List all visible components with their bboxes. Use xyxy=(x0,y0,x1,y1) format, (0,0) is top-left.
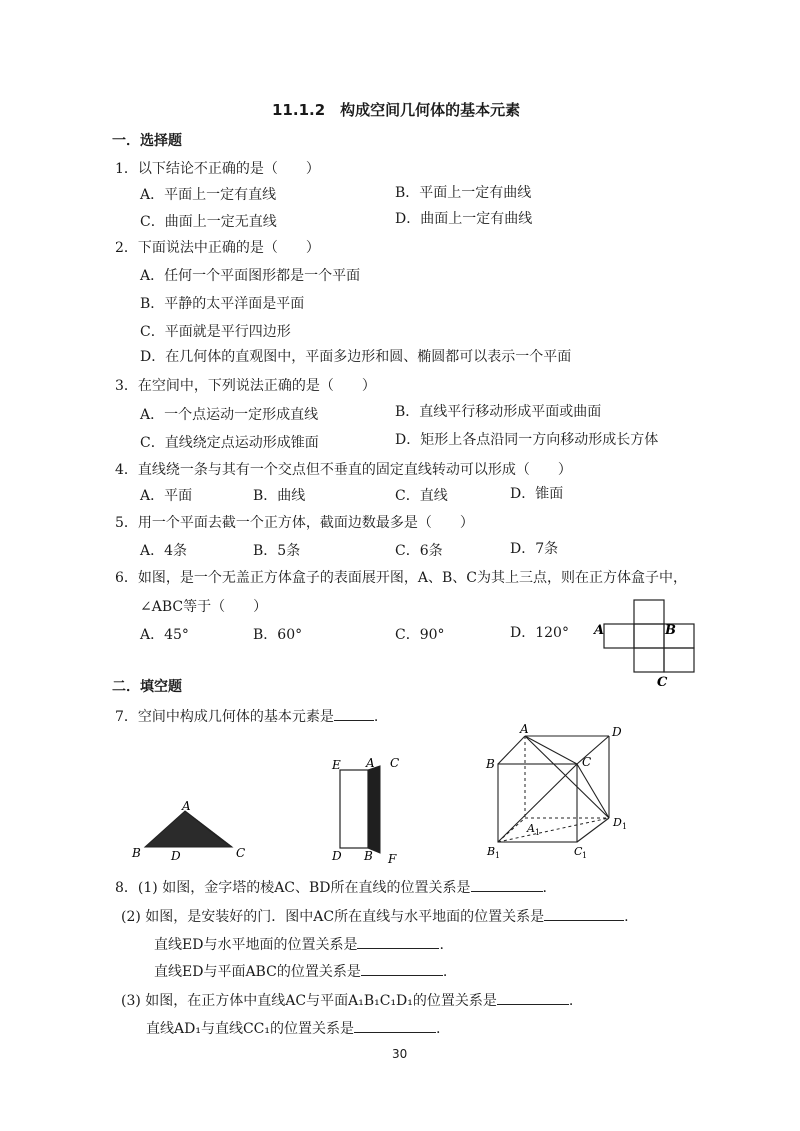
cube-label-c1: C xyxy=(574,845,583,858)
q6-option-c: C．90° xyxy=(395,627,445,643)
q1-stem: 1．以下结论不正确的是（ ） xyxy=(115,161,320,177)
q6-option-a: A．45° xyxy=(140,627,189,643)
q1-option-a: A．平面上一定有直线 xyxy=(140,187,277,203)
q8-part2-end: . xyxy=(624,909,629,925)
pyramid-label-d: D xyxy=(171,849,181,863)
q8-part2-text: (2) 如图，是安装好的门．图中AC所在直线与水平地面的位置关系是 xyxy=(121,909,545,925)
page-number: 30 xyxy=(392,1047,408,1061)
q7-stem: 7．空间中构成几何体的基本元素是 xyxy=(115,709,334,725)
q8-part1-blank[interactable] xyxy=(471,877,543,892)
door-figure xyxy=(328,755,408,865)
q2-option-b: B．平静的太平洋面是平面 xyxy=(140,296,305,312)
q4-stem: 4．直线绕一条与其有一个交点但不垂直的固定直线转动可以形成（ ） xyxy=(115,462,572,478)
pyramid-label-a: A xyxy=(182,799,191,813)
q4-option-c: C．直线 xyxy=(395,488,448,504)
q8-part3b-text: 直线AD₁与直线CC₁的位置关系是 xyxy=(146,1021,354,1037)
cube-label-b: B xyxy=(486,757,495,771)
net-label-c: C xyxy=(657,675,668,690)
q8-part3-blank[interactable] xyxy=(497,990,569,1005)
cube-label-a1-sub: 1 xyxy=(535,828,541,837)
q8-part1-end: . xyxy=(542,880,547,896)
net-label-a: A xyxy=(594,623,605,638)
q8-part3b-end: . xyxy=(435,1021,441,1037)
q3-option-c: C．直线绕定点运动形成锥面 xyxy=(140,435,319,451)
q4-option-a: A．平面 xyxy=(140,488,193,504)
door-label-e: E xyxy=(332,758,341,772)
q8-part2c-end: . xyxy=(442,964,448,980)
q8-part2b-blank[interactable] xyxy=(357,934,439,949)
section-fill-heading: 二．填空题 xyxy=(112,679,182,695)
q8-part2c xyxy=(154,961,447,981)
q5-option-a: A．4条 xyxy=(140,543,188,559)
pyramid-figure xyxy=(130,795,260,865)
cube-figure xyxy=(484,722,644,862)
q6-stem-continued: ∠ABC等于（ ） xyxy=(140,599,268,615)
q8-part2c-blank[interactable] xyxy=(361,961,443,976)
cube-label-c: C xyxy=(582,755,592,769)
q5-option-c: C．6条 xyxy=(395,543,443,559)
pyramid-label-b: B xyxy=(132,846,141,860)
q8-part2c-text: 直线ED与平面ABC的位置关系是 xyxy=(154,964,361,980)
cube-label-d1-sub: 1 xyxy=(622,822,628,831)
cube-label-c1-sub: 1 xyxy=(582,851,588,860)
q2-option-c: C．平面就是平行四边形 xyxy=(140,324,291,340)
cube-net-figure xyxy=(594,600,714,690)
q4-option-b: B．曲线 xyxy=(253,488,306,504)
q3-option-b: B．直线平行移动形成平面或曲面 xyxy=(395,404,602,420)
pyramid-label-c: C xyxy=(236,846,246,860)
door-label-f: F xyxy=(388,852,397,866)
q1-option-b: B．平面上一定有曲线 xyxy=(395,185,532,201)
door-label-a: A xyxy=(366,756,375,770)
q2-stem: 2．下面说法中正确的是（ ） xyxy=(115,240,320,256)
q3-option-d: D．矩形上各点沿同一方向移动形成长方体 xyxy=(395,432,659,448)
q3-stem: 3．在空间中，下列说法正确的是（ ） xyxy=(115,378,376,394)
q6-option-b: B．60° xyxy=(253,627,303,643)
door-label-b: B xyxy=(364,849,373,863)
q8-part2b-text: 直线ED与水平地面的位置关系是 xyxy=(154,937,358,953)
q8-part1 xyxy=(115,877,547,897)
net-label-b: B xyxy=(665,623,676,638)
q7-line xyxy=(115,706,378,726)
q8-part2 xyxy=(121,906,629,926)
q2-option-d: D．在几何体的直观图中，平面多边形和圆、椭圆都可以表示一个平面 xyxy=(140,349,572,365)
cube-label-d: D xyxy=(612,725,622,739)
page-title: 11.1.2 构成空间几何体的基本元素 xyxy=(272,101,521,119)
q7-end: . xyxy=(373,709,379,725)
q8-part3b xyxy=(146,1018,440,1038)
q1-option-d: D．曲面上一定有曲线 xyxy=(395,211,533,227)
q5-option-d: D．7条 xyxy=(510,541,559,557)
q8-part3-end: . xyxy=(568,993,574,1009)
q8-part3b-blank[interactable] xyxy=(354,1018,436,1033)
q8-part2b-end: . xyxy=(439,937,444,953)
section-choice-heading: 一．选择题 xyxy=(112,133,182,149)
q8-part1-text: 8．(1) 如图，金字塔的棱AC、BD所在直线的位置关系是 xyxy=(115,880,471,896)
q5-stem: 5．用一个平面去截一个正方体，截面边数最多是（ ） xyxy=(115,515,474,531)
q2-option-a: A．任何一个平面图形都是一个平面 xyxy=(140,268,361,284)
q8-part2-blank[interactable] xyxy=(544,906,624,921)
q8-part3 xyxy=(121,990,573,1010)
cube-label-d1: D xyxy=(613,816,622,829)
cube-label-b1: B xyxy=(487,845,496,858)
cube-label-b1-sub: 1 xyxy=(495,851,501,860)
door-label-c: C xyxy=(390,756,400,770)
cube-label-a: A xyxy=(520,722,529,736)
q6-option-d: D．120° xyxy=(510,625,569,641)
q3-option-a: A．一个点运动一定形成直线 xyxy=(140,407,319,423)
q7-answer-blank[interactable] xyxy=(334,706,374,721)
q6-stem: 6．如图，是一个无盖正方体盒子的表面展开图，A、B、C为其上三点，则在正方体盒子中， xyxy=(115,570,688,586)
cube-label-a1: A xyxy=(527,822,535,835)
q8-part2b xyxy=(154,934,444,954)
q8-part3-text: (3) 如图，在正方体中直线AC与平面A₁B₁C₁D₁的位置关系是 xyxy=(121,993,497,1009)
door-label-d: D xyxy=(332,849,342,863)
q5-option-b: B．5条 xyxy=(253,543,301,559)
q1-option-c: C．曲面上一定无直线 xyxy=(140,214,277,230)
q4-option-d: D．锥面 xyxy=(510,486,564,502)
